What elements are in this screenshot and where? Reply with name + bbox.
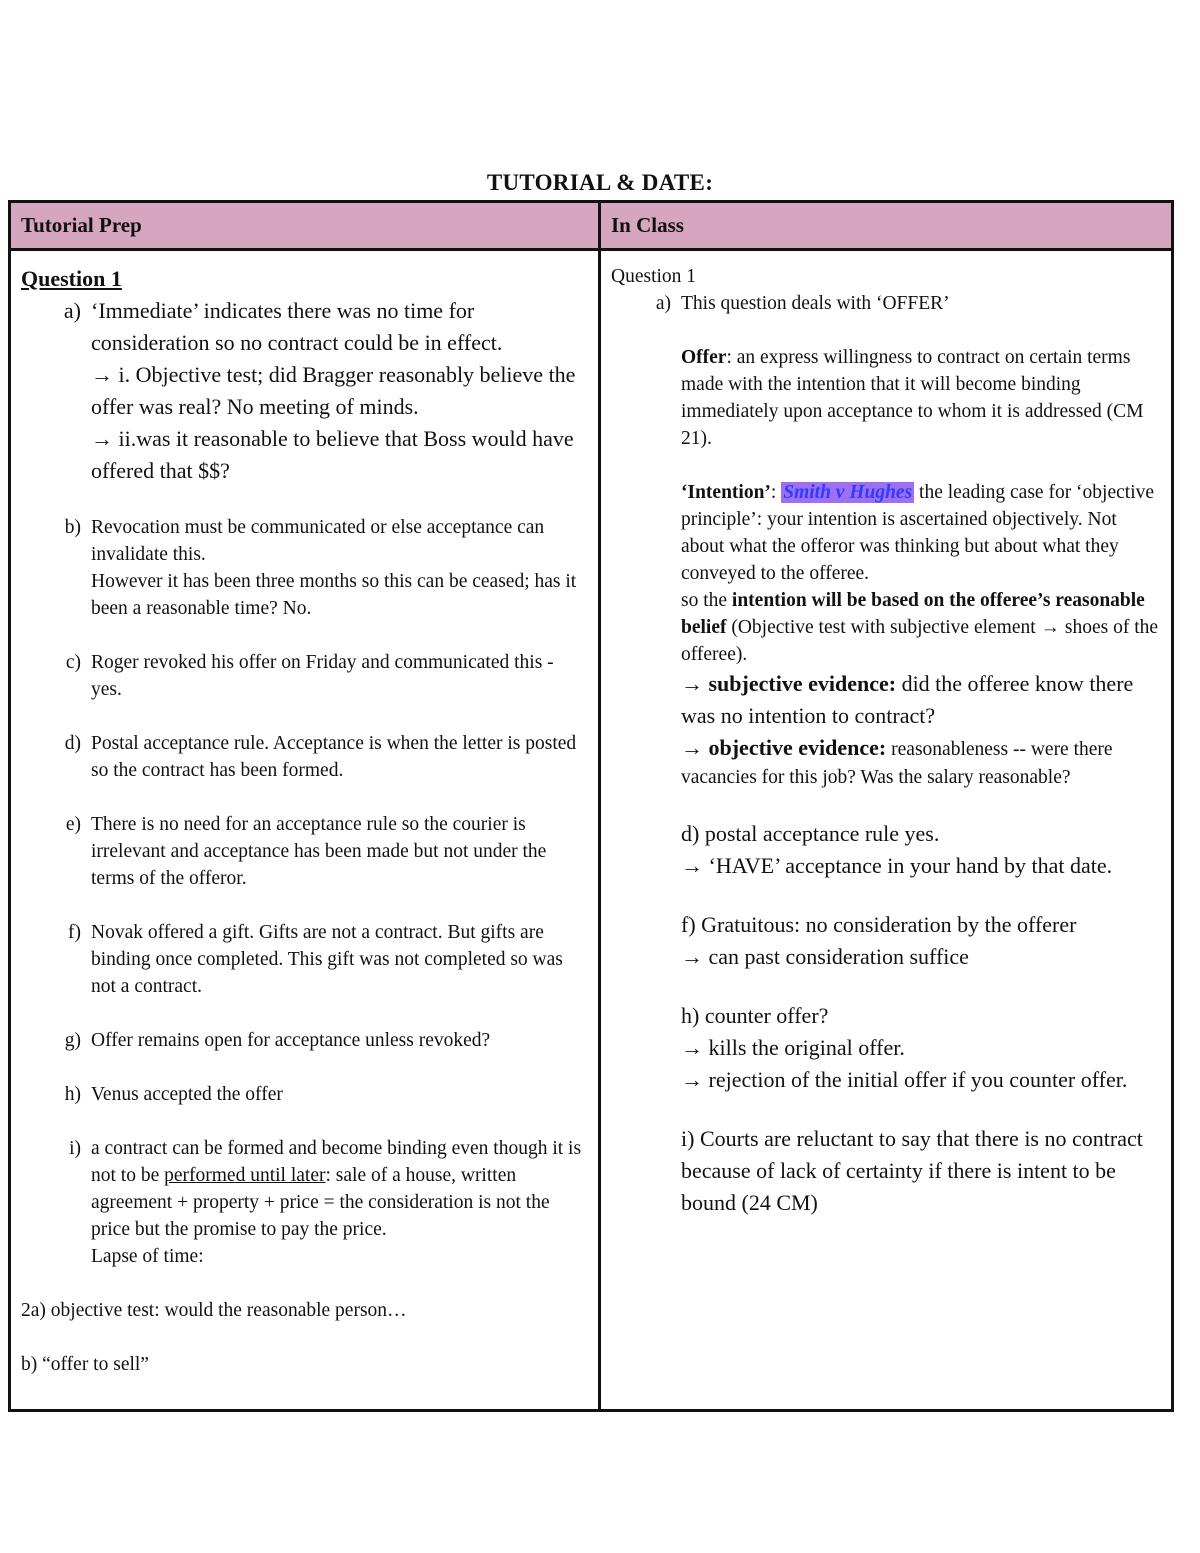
- subjective-bold: subjective evidence:: [708, 671, 897, 696]
- tutorial-prep-column: [11, 251, 598, 1378]
- right-f-line2: → can past consideration suffice: [681, 944, 969, 969]
- left-b-line1: Revocation must be communicated or else acceptance can invalidate this.: [91, 517, 545, 565]
- intention-term: ‘Intention’: [681, 482, 771, 503]
- left-d-text: Postal acceptance rule. Acceptance is when the letter is posted so the contract has been formed.: [91, 733, 577, 781]
- offer-term: Offer: [681, 347, 727, 368]
- in-class-column: [601, 251, 1171, 1219]
- left-question-heading: Question 1: [21, 266, 122, 291]
- header-tutorial-prep: Tutorial Prep: [10, 202, 600, 250]
- left-i-post: : sale of a house, written agreement + property + price = the consideration is not the price but the promise to pay the price.: [91, 1165, 550, 1240]
- right-item-a: [611, 290, 1161, 317]
- left-h-text: Venus accepted the offer: [91, 1084, 283, 1105]
- right-item-h: [611, 1000, 1161, 1096]
- item-marker: e): [65, 814, 81, 835]
- left-item-a: [21, 295, 588, 487]
- left-item-c: [21, 649, 588, 703]
- left-item-g: [21, 1027, 588, 1054]
- right-f-line1: f) Gratuitous: no consideration by the offerer: [681, 912, 1077, 937]
- right-offer-definition: [611, 344, 1161, 452]
- so-the-pre: so the: [681, 590, 732, 611]
- right-so-the: [611, 587, 1161, 668]
- item-marker: c): [65, 652, 81, 673]
- so-the-post: (Objective test with subjective element → shoes of the offeree).: [681, 617, 1159, 665]
- right-h-line3: → rejection of the initial offer if you counter offer.: [681, 1067, 1128, 1092]
- left-a-line3: → ii.was it reasonable to believe that Boss would have offered that $$?: [91, 426, 574, 483]
- item-marker: i): [69, 1138, 81, 1159]
- right-objective-evidence: [611, 732, 1161, 791]
- left-item-e: [21, 811, 588, 892]
- right-item-f: [611, 909, 1161, 973]
- left-g-text: Offer remains open for acceptance unless revoked?: [91, 1030, 491, 1051]
- tutorial-table: [8, 200, 1174, 1412]
- offer-text: : an express willingness to contract on certain terms made with the intention that it will become binding immediately upon acceptance to whom it is addressed (CM 21).: [681, 347, 1144, 449]
- objective-post: reasonableness -- were there vacancies for this job? Was the salary reasonable?: [681, 739, 1113, 788]
- item-marker: f): [68, 922, 81, 943]
- right-a-text: This question deals with ‘OFFER’: [681, 293, 950, 314]
- in-class-cell: [600, 250, 1173, 1411]
- intention-text: the leading case for ‘objective principle’: your intention is ascertained objectively. Not about what the offeror was thinking but about what they conveyed to the offeree.: [681, 482, 1155, 584]
- tutorial-prep-cell: [10, 250, 600, 1411]
- left-b-line2: However it has been three months so this can be ceased; has it been a reasonable time? No.: [91, 571, 577, 619]
- right-subjective-evidence: [611, 668, 1161, 732]
- item-marker: b): [64, 517, 81, 538]
- left-i-line2: Lapse of time:: [91, 1246, 204, 1267]
- item-marker: d): [64, 733, 81, 754]
- page-title: TUTORIAL & DATE:: [486, 170, 714, 195]
- right-item-d: [611, 818, 1161, 882]
- left-item-h: [21, 1081, 588, 1108]
- item-marker: h): [64, 1084, 81, 1105]
- left-f-text: Novak offered a gift. Gifts are not a contract. But gifts are binding once completed. This gift was not completed so was not a contract.: [91, 922, 563, 997]
- right-h-line2: → kills the original offer.: [681, 1035, 905, 1060]
- item-marker: a): [63, 298, 81, 323]
- subjective-post: did the offeree know there was no intention to contract?: [681, 671, 1134, 728]
- header-in-class: In Class: [600, 202, 1173, 250]
- intention-colon: :: [770, 482, 782, 503]
- right-question-heading: Question 1: [611, 266, 697, 287]
- left-c-text: Roger revoked his offer on Friday and communicated this - yes.: [91, 652, 554, 700]
- right-d-line1: d) postal acceptance rule yes.: [681, 821, 940, 846]
- left-i-text: [91, 1135, 588, 1243]
- left-a-line2: → i. Objective test; did Bragger reasonably believe the offer was real? No meeting of minds.: [91, 362, 576, 419]
- left-item-b: [21, 514, 588, 622]
- left-q2b: b) “offer to sell”: [21, 1354, 149, 1375]
- left-item-f: [21, 919, 588, 1000]
- left-q2a: 2a) objective test: would the reasonable person…: [21, 1300, 407, 1321]
- right-d-line2: → ‘HAVE’ acceptance in your hand by that date.: [681, 853, 1113, 878]
- arrow-icon: →: [681, 671, 709, 696]
- item-marker: g): [64, 1030, 81, 1051]
- left-e-text: There is no need for an acceptance rule so the courier is irrelevant and acceptance has been made but not under the terms of the offeror.: [91, 814, 547, 889]
- left-a-line1: ‘Immediate’ indicates there was no time for consideration so no contract could be in effect.: [91, 298, 503, 355]
- left-item-i: [21, 1135, 588, 1270]
- right-item-i: i) Courts are reluctant to say that there is no contract because of lack of certainty if there is intent to be bound (24 CM): [681, 1126, 1143, 1215]
- case-highlight-smith-v-hughes: Smith v Hughes: [783, 482, 913, 503]
- right-h-line1: h) counter offer?: [681, 1003, 829, 1028]
- right-intention: [611, 479, 1161, 587]
- item-marker: a): [655, 293, 671, 314]
- arrow-icon: →: [681, 735, 709, 760]
- objective-bold: objective evidence:: [708, 735, 887, 760]
- left-item-d: [21, 730, 588, 784]
- left-i-pre: a contract can be formed and become binding even though it is not to be: [91, 1138, 582, 1186]
- so-the-bold: intention will be based on the offeree’s reasonable belief: [681, 590, 1145, 638]
- left-i-underlined: performed until later: [164, 1165, 326, 1186]
